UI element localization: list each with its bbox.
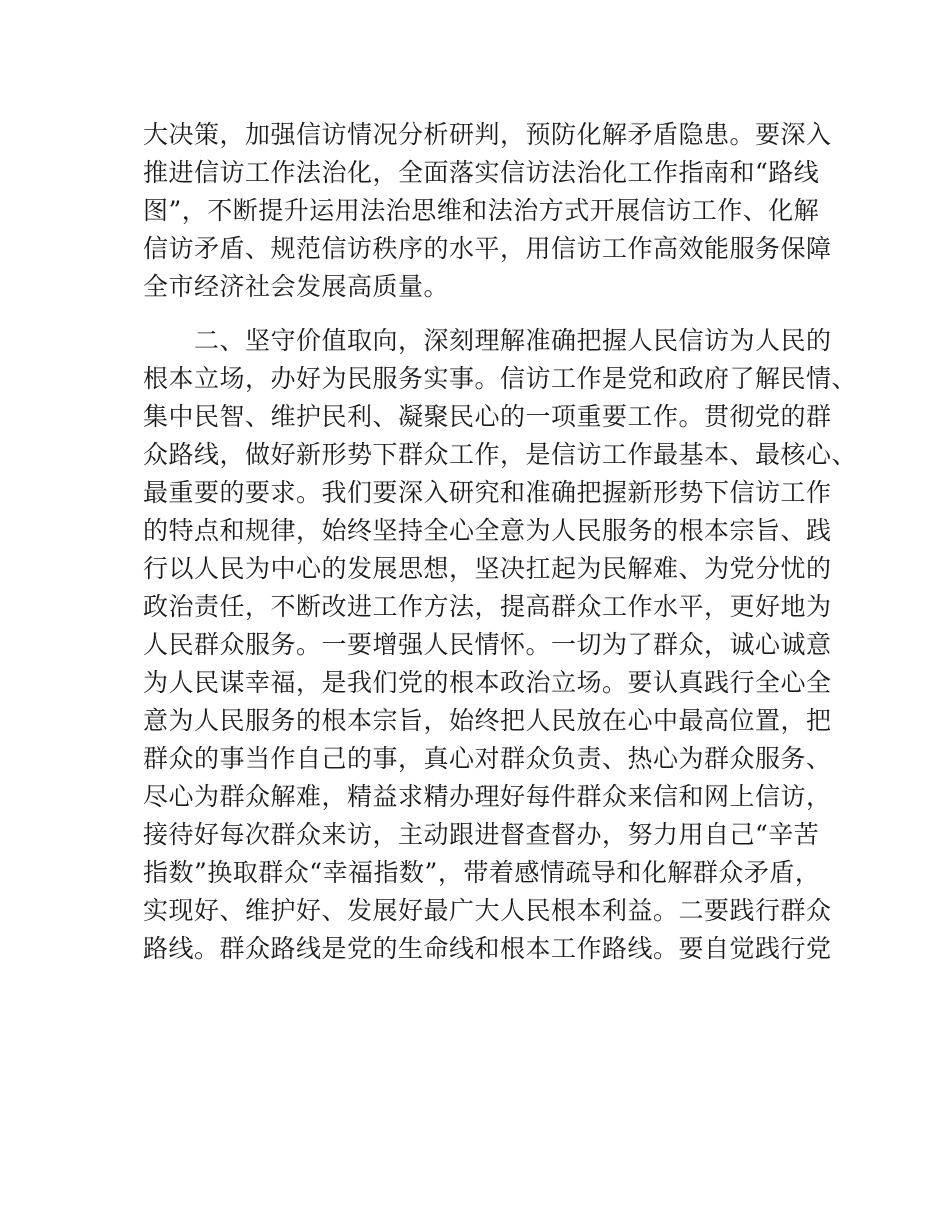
text-line: 政治责任，不断改进工作方法，提高群众工作水平，更好地为 [143, 592, 832, 621]
text-line: 信访矛盾、规范信访秩序的水平，用信访工作高效能服务保障 [143, 234, 832, 263]
text-line: 尽心为群众解难，精益求精办理好每件群众来信和网上信访， [143, 782, 832, 811]
text-line: 全市经济社会发展高质量。 [143, 272, 450, 301]
text-line: 路线。群众路线是党的生命线和根本工作路线。要自觉践行党 [143, 934, 832, 963]
text-line: 行以人民为中心的发展思想，坚决扛起为民解难、为党分忧的 [143, 554, 832, 583]
text-line: 集中民智、维护民利、凝聚民心的一项重要工作。贯彻党的群 [143, 402, 832, 431]
text-line: 图”，不断提升运用法治思维和法治方式开展信访工作、化解 [143, 196, 820, 225]
text-line: 推进信访工作法治化，全面落实信访法治化工作指南和“路线 [143, 158, 820, 187]
text-line: 众路线，做好新形势下群众工作，是信访工作最基本、最核心、 [143, 440, 858, 469]
text-line: 实现好、维护好、发展好最广大人民根本利益。二要践行群众 [143, 896, 832, 925]
text-line: 根本立场，办好为民服务实事。信访工作是党和政府了解民情、 [143, 364, 858, 393]
text-line: 意为人民服务的根本宗旨，始终把人民放在心中最高位置，把 [143, 706, 832, 735]
text-line: 大决策，加强信访情况分析研判，预防化解矛盾隐患。要深入 [143, 120, 832, 149]
body-text [143, 116, 858, 968]
text-line: 指数”换取群众“幸福指数”，带着感情疏导和化解群众矛盾， [143, 858, 821, 887]
text-line: 最重要的要求。我们要深入研究和准确把握新形势下信访工作 [143, 478, 832, 507]
paragraph-2 [143, 322, 858, 968]
text-line: 群众的事当作自己的事，真心对群众负责、热心为群众服务、 [143, 744, 832, 773]
text-line: 为人民谋幸福，是我们党的根本政治立场。要认真践行全心全 [143, 668, 832, 697]
text-line: 人民群众服务。一要增强人民情怀。一切为了群众，诚心诚意 [143, 630, 832, 659]
text-line: 二、坚守价值取向，深刻理解准确把握人民信访为人民的 [143, 326, 832, 355]
text-line: 接待好每次群众来访，主动跟进督查督办，努力用自己“辛苦 [143, 820, 820, 849]
paragraph-1 [143, 116, 832, 306]
text-line: 的特点和规律，始终坚持全心全意为人民服务的根本宗旨、践 [143, 516, 832, 545]
